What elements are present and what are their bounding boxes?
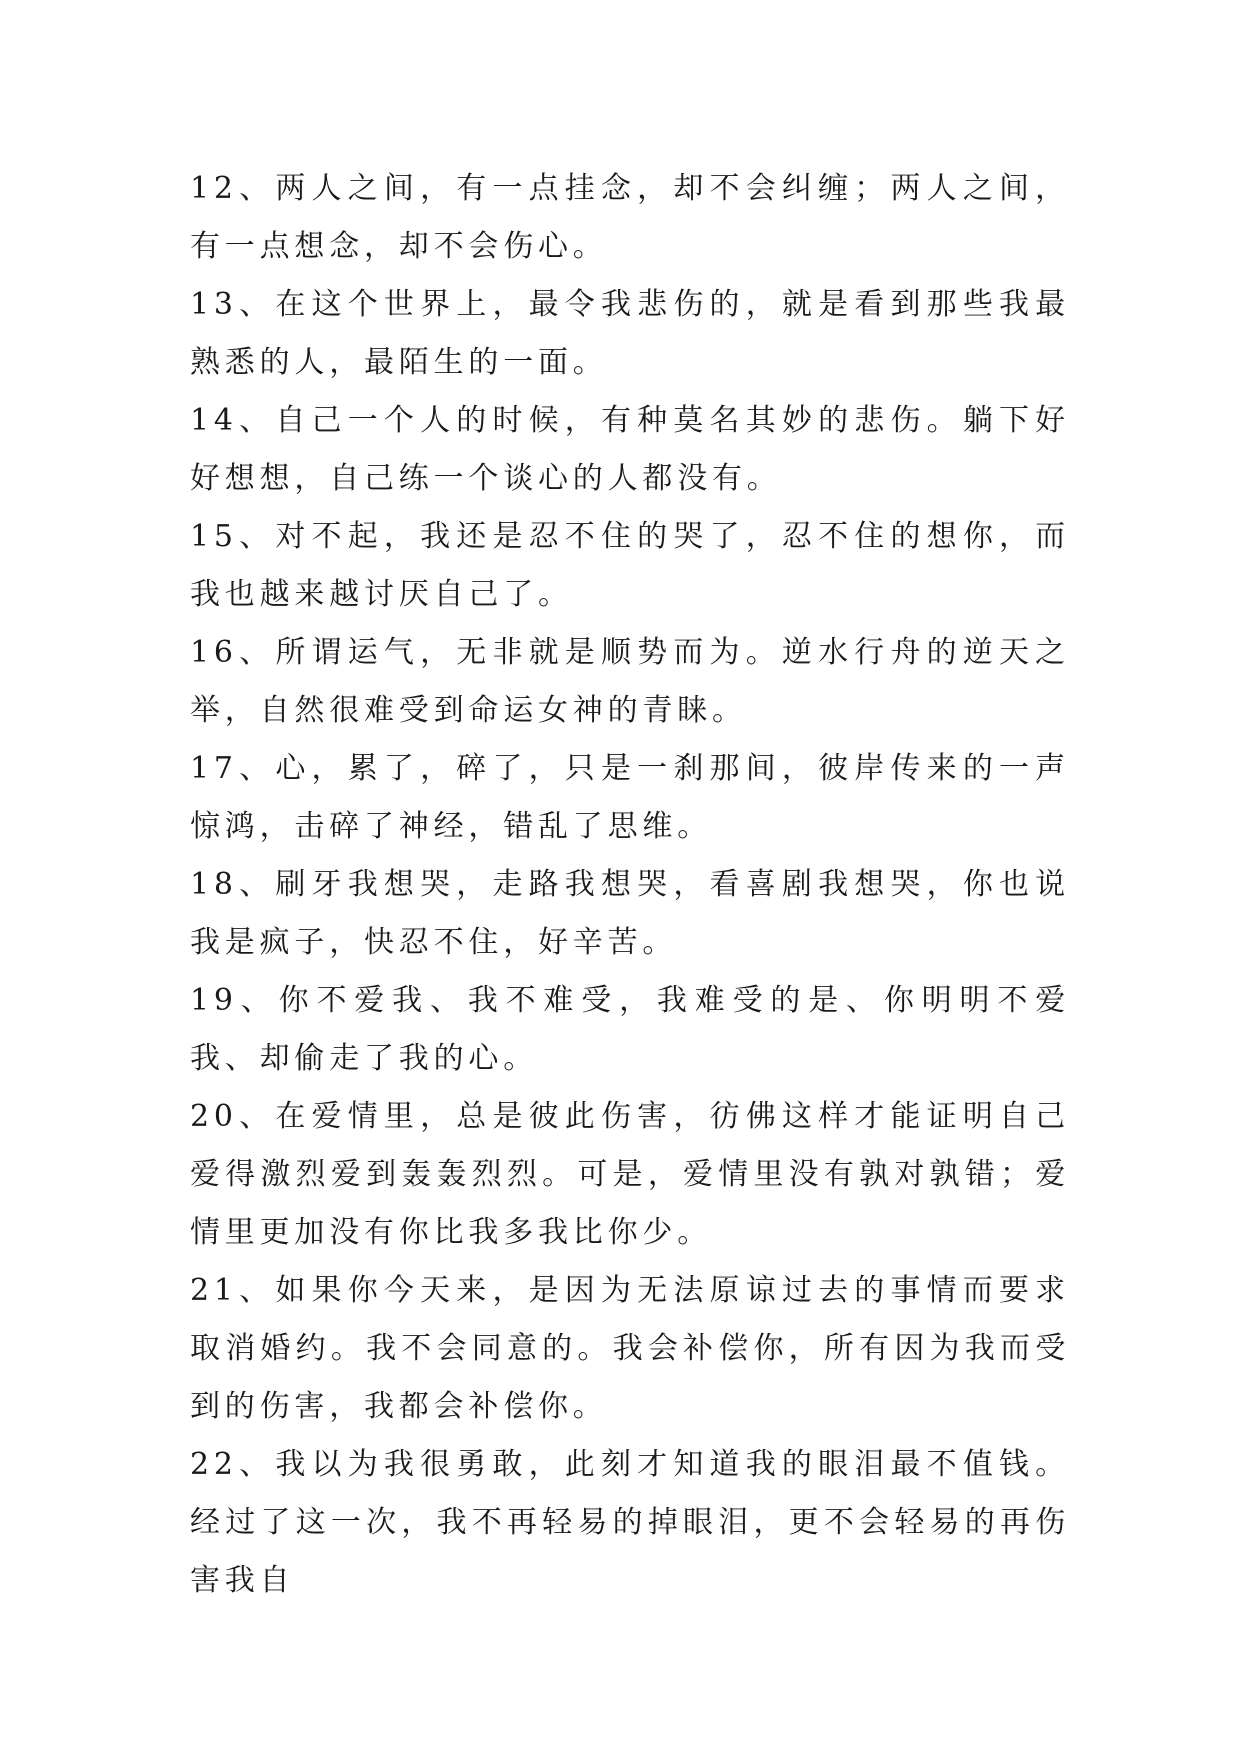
paragraph-13: 13、在这个世界上，最令我悲伤的，就是看到那些我最熟悉的人，最陌生的一面。 xyxy=(190,287,1070,380)
paragraph-21: 21、如果你今天来，是因为无法原谅过去的事情而要求取消婚约。我不会同意的。我会补偿你，所有因为我而受到的伤害，我都会补偿你。 xyxy=(190,1273,1070,1424)
paragraph-17: 17、心，累了，碎了，只是一刹那间，彼岸传来的一声惊鸿，击碎了神经，错乱了思维。 xyxy=(190,751,1070,844)
paragraph-20: 20、在爱情里，总是彼此伤害，彷佛这样才能证明自己爱得激烈爱到轰轰烈烈。可是，爱情里没有孰对孰错；爱情里更加没有你比我多我比你少。 xyxy=(190,1099,1070,1250)
paragraph-14: 14、自己一个人的时候，有种莫名其妙的悲伤。躺下好好想想，自己练一个谈心的人都没有。 xyxy=(190,403,1070,496)
paragraph-15: 15、对不起，我还是忍不住的哭了，忍不住的想你，而我也越来越讨厌自己了。 xyxy=(190,519,1070,612)
paragraph-18: 18、刷牙我想哭，走路我想哭，看喜剧我想哭，你也说我是疯子，快忍不住，好辛苦。 xyxy=(190,867,1070,960)
paragraph-12: 12、两人之间，有一点挂念，却不会纠缠；两人之间，有一点想念，却不会伤心。 xyxy=(190,171,1070,264)
document-body xyxy=(190,160,1070,1610)
paragraph-19: 19、你不爱我、我不难受，我难受的是、你明明不爱我、却偷走了我的心。 xyxy=(190,983,1070,1076)
paragraph-22: 22、我以为我很勇敢，此刻才知道我的眼泪最不值钱。经过了这一次，我不再轻易的掉眼泪，更不会轻易的再伤害我自 xyxy=(190,1447,1070,1598)
paragraph-16: 16、所谓运气，无非就是顺势而为。逆水行舟的逆天之举，自然很难受到命运女神的青睐。 xyxy=(190,635,1070,728)
